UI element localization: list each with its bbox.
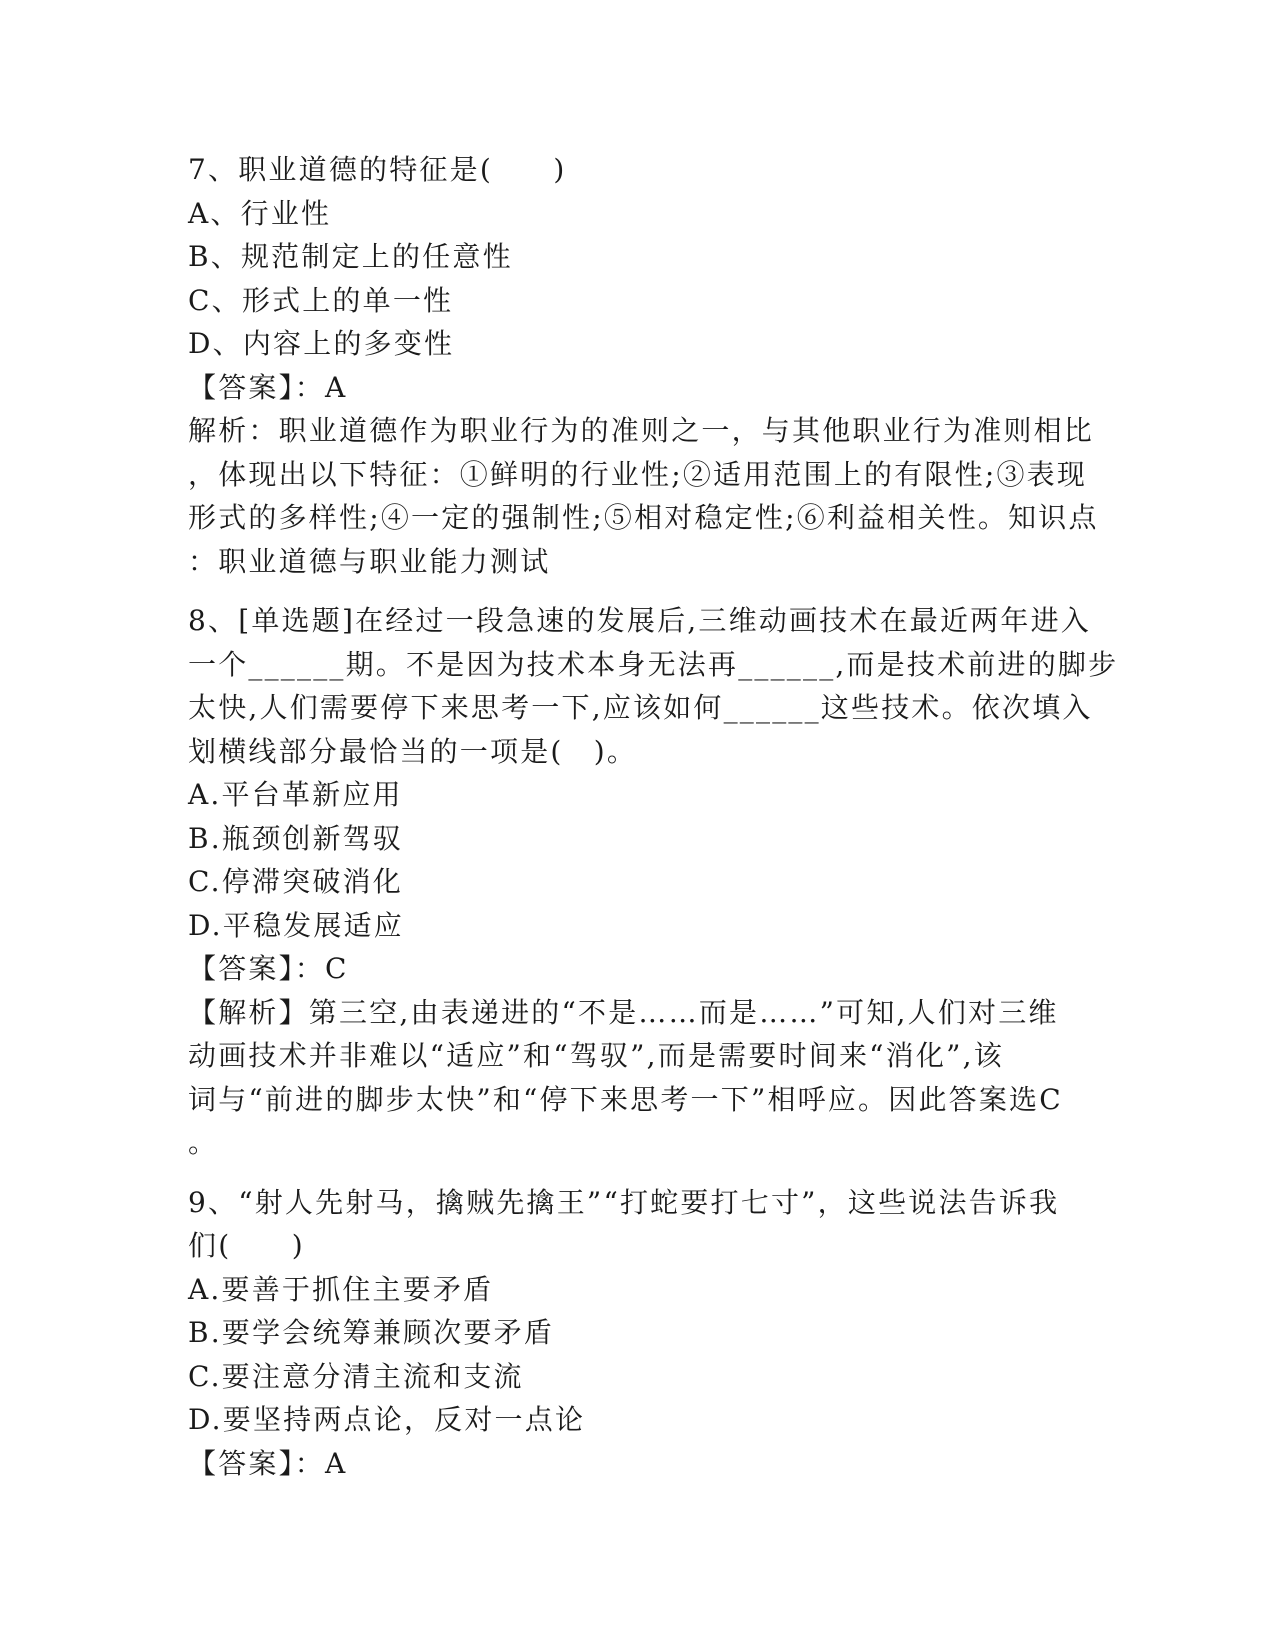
question-stem: 划横线部分最恰当的一项是( )。: [188, 734, 638, 768]
analysis-line: 解析：职业道德作为职业行为的准则之一，与其他职业行为准则相比: [188, 414, 1095, 447]
analysis-line: 形式的多样性;④一定的强制性;⑤相对稳定性;⑥利益相关性。知识点: [188, 501, 1099, 534]
answer: 【答案】：C: [188, 952, 349, 985]
option-c: C.停滞突破消化: [188, 865, 403, 898]
answer: 【答案】：A: [188, 1446, 348, 1480]
document-page: [188, 148, 1119, 1485]
question-stem: 一个______期。不是因为技术本身无法再______,而是技术前进的脚步: [188, 647, 1119, 681]
option-c: C、形式上的单一性: [188, 283, 454, 317]
analysis-line: ，体现出以下特征：①鲜明的行业性;②适用范围上的有限性;③表现: [188, 457, 1088, 491]
option-a: A、行业性: [188, 196, 332, 230]
analysis-line: 词与“前进的脚步太快”和“停下来思考一下”相呼应。因此答案选C: [188, 1082, 1063, 1116]
option-d: D.要坚持两点论，反对一点论: [188, 1403, 586, 1436]
option-b: B、规范制定上的任意性: [188, 240, 513, 273]
question-stem: 7、职业道德的特征是( ): [188, 153, 567, 186]
question-8: [188, 599, 1119, 1165]
analysis-line: 。: [188, 1126, 219, 1159]
answer: 【答案】：A: [188, 370, 348, 404]
option-a: A.要善于抓住主要矛盾: [188, 1272, 494, 1306]
option-b: B.瓶颈创新驾驭: [188, 821, 404, 855]
analysis-line: 动画技术并非难以“适应”和“驾驭”,而是需要时间来“消化”,该: [188, 1039, 1004, 1072]
option-b: B.要学会统筹兼顾次要矛盾: [188, 1316, 555, 1349]
option-d: D.平稳发展适应: [188, 908, 404, 942]
option-a: A.平台革新应用: [188, 778, 403, 811]
question-9: [188, 1181, 1088, 1486]
spacer: [188, 583, 1088, 599]
analysis-line: ：职业道德与职业能力测试: [188, 544, 551, 578]
question-stem: 8、[单选题]在经过一段急速的发展后,三维动画技术在最近两年进入: [188, 604, 1091, 637]
question-stem: 9、“射人先射马，擒贼先擒王”“打蛇要打七寸”，这些说法告诉我: [188, 1185, 1060, 1219]
question-stem: 们( ): [188, 1229, 305, 1262]
spacer: [188, 1165, 1088, 1181]
question-stem: 太快,人们需要停下来思考一下,应该如何______这些技术。依次填入: [188, 691, 1093, 724]
option-d: D、内容上的多变性: [188, 327, 455, 360]
question-7: [188, 148, 1099, 583]
analysis-line: 【解析】第三空,由表递进的“不是……而是……”可知,人们对三维: [188, 995, 1059, 1029]
option-c: C.要注意分清主流和支流: [188, 1359, 524, 1393]
